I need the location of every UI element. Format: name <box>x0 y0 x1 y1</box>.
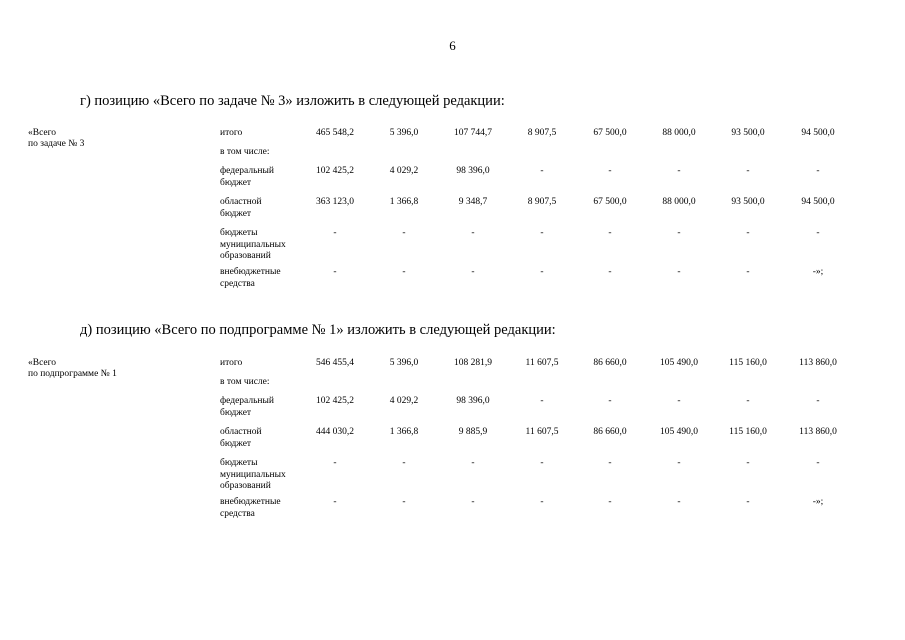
table-cell: -»; <box>812 267 824 277</box>
table-cell: 363 123,0 <box>316 197 354 207</box>
block-title-line: «Всего <box>28 358 57 368</box>
row-label-line: бюджеты <box>220 458 258 468</box>
table-cell: - <box>816 396 820 406</box>
table-cell: 5 396,0 <box>389 128 419 138</box>
table-cell: 98 396,0 <box>456 166 490 176</box>
table-cell: - <box>471 497 475 507</box>
row-label <box>220 267 310 290</box>
table-cell: 88 000,0 <box>662 197 696 207</box>
row-label-line: итого <box>220 358 243 368</box>
row-label-line: федеральный <box>220 396 274 406</box>
row-label-line: средства <box>220 278 255 289</box>
row-label <box>220 128 310 140</box>
table-cell: 67 500,0 <box>593 128 627 138</box>
table-cell: 9 885,9 <box>458 427 488 437</box>
table-cell: - <box>608 497 612 507</box>
table-cell: - <box>677 228 681 238</box>
table-cell: - <box>540 396 544 406</box>
table-cell: - <box>746 497 750 507</box>
table-cell: 5 396,0 <box>389 358 419 368</box>
table-cell: - <box>333 497 337 507</box>
table-cell: 94 500,0 <box>801 197 835 207</box>
table-cell: - <box>471 228 475 238</box>
table-cell: - <box>540 228 544 238</box>
row-label <box>220 458 310 493</box>
table-cell: - <box>608 458 612 468</box>
row-label-line: образований <box>220 481 271 491</box>
table-cell: - <box>402 267 406 277</box>
instruction-d: д) позицию «Всего по подпрограмме № 1» изложить в следующей редакции: <box>80 322 556 338</box>
table-cell: 98 396,0 <box>456 396 490 406</box>
table-cell: - <box>540 267 544 277</box>
row-label <box>220 147 310 159</box>
table-cell: - <box>677 497 681 507</box>
table-cell: - <box>333 267 337 277</box>
table-cell: - <box>746 267 750 277</box>
row-label-line: в том числе: <box>220 377 270 387</box>
row-label-line: бюджет <box>220 407 252 418</box>
row-label <box>220 396 310 419</box>
table-cell: 11 607,5 <box>525 427 559 437</box>
block-title <box>28 128 84 150</box>
table-cell: - <box>333 228 337 238</box>
table-cell: 93 500,0 <box>731 197 765 207</box>
table-cell: 113 860,0 <box>799 358 837 368</box>
row-label-line: внебюджетные <box>220 497 281 507</box>
table-cell: 1 366,8 <box>389 427 419 437</box>
row-label-line: федеральный <box>220 166 274 176</box>
table-cell: 465 548,2 <box>316 128 354 138</box>
table-cell: - <box>608 166 612 176</box>
row-label-line: образований <box>220 251 271 261</box>
table-cell: - <box>608 267 612 277</box>
table-cell: 11 607,5 <box>525 358 559 368</box>
row-label <box>220 228 310 263</box>
table-cell: - <box>677 267 681 277</box>
block-title-line: по подпрограмме № 1 <box>28 369 117 379</box>
table-cell: 102 425,2 <box>316 396 354 406</box>
table-cell: - <box>746 458 750 468</box>
table-cell: - <box>746 228 750 238</box>
table-cell: 1 366,8 <box>389 197 419 207</box>
instruction-g: г) позицию «Всего по задаче № 3» изложить в следующей редакции: <box>80 93 505 109</box>
table-cell: 105 490,0 <box>660 358 698 368</box>
table-cell: - <box>746 166 750 176</box>
row-label-line: муниципальных <box>220 469 286 480</box>
table-cell: - <box>816 228 820 238</box>
table-cell: - <box>608 396 612 406</box>
table-cell: - <box>402 228 406 238</box>
row-label-line: в том числе: <box>220 147 270 157</box>
row-label-line: итого <box>220 128 243 138</box>
table-cell: 93 500,0 <box>731 128 765 138</box>
table-cell: - <box>402 458 406 468</box>
table-cell: 102 425,2 <box>316 166 354 176</box>
row-label <box>220 497 310 520</box>
row-label-line: областной <box>220 427 262 437</box>
table-cell: - <box>471 267 475 277</box>
table-cell: 8 907,5 <box>527 197 557 207</box>
row-label-line: внебюджетные <box>220 267 281 277</box>
table-cell: - <box>677 166 681 176</box>
table-cell: - <box>746 396 750 406</box>
row-label <box>220 377 310 389</box>
table-cell: 86 660,0 <box>593 427 627 437</box>
table-cell: 107 744,7 <box>454 128 492 138</box>
table-cell: 444 030,2 <box>316 427 354 437</box>
row-label-line: бюджет <box>220 177 252 188</box>
table-cell: - <box>540 497 544 507</box>
table-cell: 546 455,4 <box>316 358 354 368</box>
page-number: 6 <box>449 38 456 53</box>
table-cell: 94 500,0 <box>801 128 835 138</box>
block-title-line: по задаче № 3 <box>28 139 85 149</box>
table-cell: - <box>816 458 820 468</box>
row-label <box>220 197 310 220</box>
table-cell: - <box>608 228 612 238</box>
row-label <box>220 427 310 450</box>
table-cell: - <box>471 458 475 468</box>
table-cell: 88 000,0 <box>662 128 696 138</box>
table-cell: - <box>816 166 820 176</box>
row-label-line: средства <box>220 508 255 519</box>
table-cell: 113 860,0 <box>799 427 837 437</box>
row-label-line: бюджеты <box>220 228 258 238</box>
table-cell: -»; <box>812 497 824 507</box>
table-cell: 8 907,5 <box>527 128 557 138</box>
table-cell: - <box>540 458 544 468</box>
table-cell: 115 160,0 <box>729 358 767 368</box>
table-cell: 105 490,0 <box>660 427 698 437</box>
table-cell: - <box>677 458 681 468</box>
block-title-line: «Всего <box>28 128 57 138</box>
table-cell: - <box>333 458 337 468</box>
row-label-line: областной <box>220 197 262 207</box>
table-cell: 4 029,2 <box>389 396 419 406</box>
table-cell: 67 500,0 <box>593 197 627 207</box>
row-label-line: бюджет <box>220 208 252 219</box>
table-cell: 115 160,0 <box>729 427 767 437</box>
table-cell: 86 660,0 <box>593 358 627 368</box>
table-cell: 4 029,2 <box>389 166 419 176</box>
block-title <box>28 358 117 380</box>
table-cell: - <box>402 497 406 507</box>
table-cell: - <box>677 396 681 406</box>
row-label <box>220 166 310 189</box>
table-cell: 9 348,7 <box>458 197 488 207</box>
table-cell: 108 281,9 <box>454 358 492 368</box>
table-cell: - <box>540 166 544 176</box>
row-label-line: бюджет <box>220 438 252 449</box>
row-label <box>220 358 310 370</box>
row-label-line: муниципальных <box>220 239 286 250</box>
